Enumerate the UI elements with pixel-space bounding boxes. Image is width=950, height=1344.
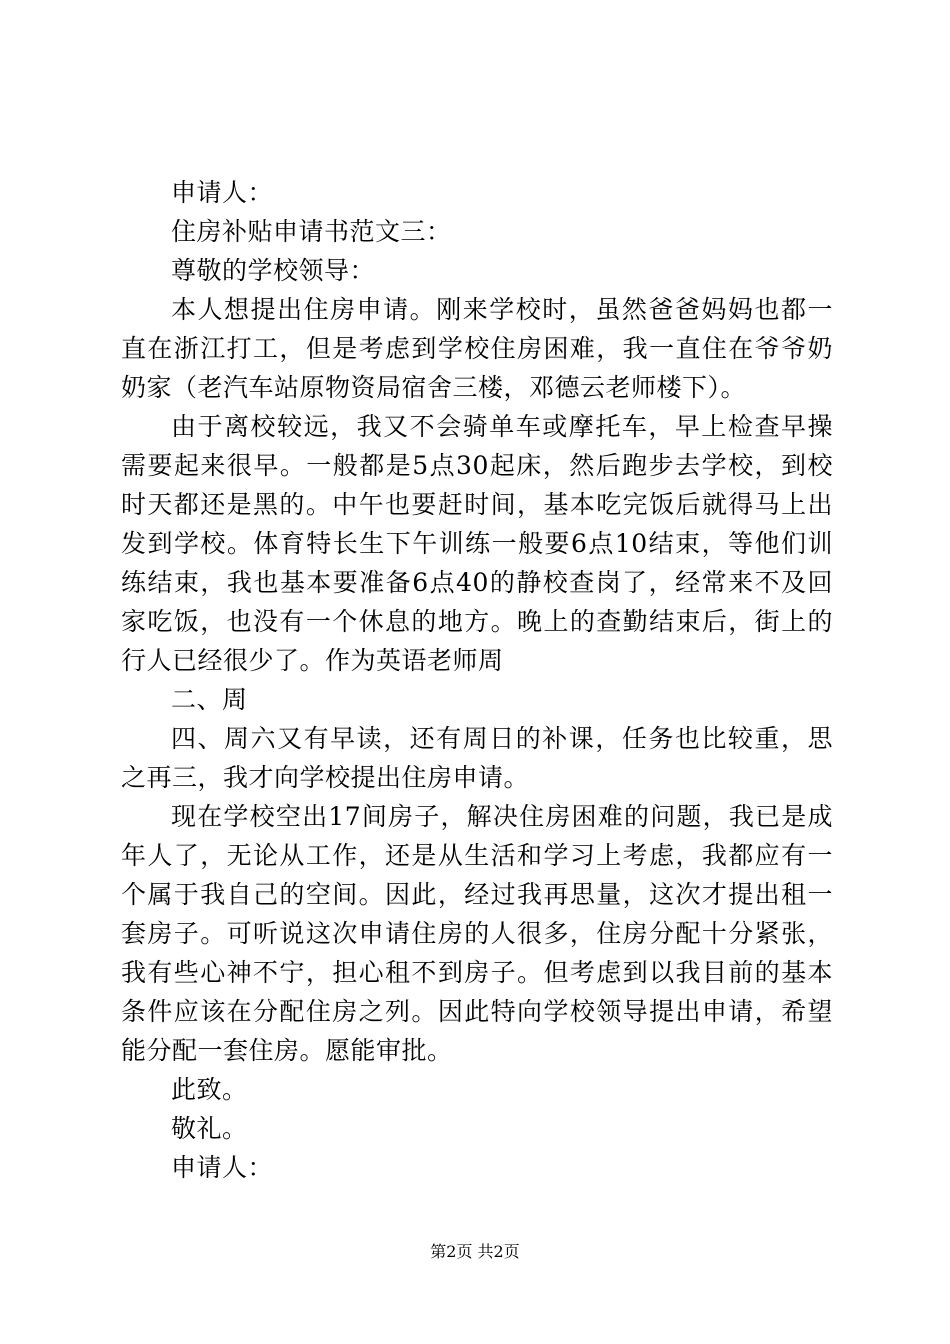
page-number-footer: 第2页 共2页	[430, 1242, 520, 1261]
applicant-label-top: 申请人：	[171, 178, 274, 207]
regards-line: 敬礼。	[171, 1114, 248, 1143]
salutation: 尊敬的学校领导：	[171, 256, 376, 285]
body-paragraph: 现在学校空出17间房子，解决住房困难的问题，我已是成年人了，无论从工作，还是从生活和学习上考虑，我都应有一个属于我自己的空间。因此，经过我再思量，这次才提出租一套房子。可听说这次申请住房的人很多，住房分配十分紧张，我有些心神不宁，担心租不到房子。但考虑到以我目前的基本条件应该在分配住房之列。因此特向学校领导提出申请，希望能分配一套住房。愿能审批。	[121, 802, 833, 1065]
sample-heading: 住房补贴申请书范文三：	[171, 217, 452, 246]
body-paragraph: 本人想提出住房申请。刚来学校时，虽然爸爸妈妈也都一直在浙江打工，但是考虑到学校住房困难，我一直住在爷爷奶奶家（老汽车站原物资局宿舍三楼，邓德云老师楼下）。	[121, 295, 833, 402]
document-body	[121, 173, 833, 1187]
body-paragraph: 二、周	[171, 685, 248, 714]
body-paragraph: 四、周六又有早读，还有周日的补课，任务也比较重，思之再三，我才向学校提出住房申请。	[121, 724, 833, 792]
applicant-label-bottom: 申请人：	[171, 1153, 274, 1182]
body-paragraph: 由于离校较远，我又不会骑单车或摩托车，早上检查早操需要起来很早。一般都是5点30起床，然后跑步去学校，到校时天都还是黑的。中午也要赶时间，基本吃完饭后就得马上出发到学校。体育特长生下午训练一般要6点10结束，等他们训练结束，我也基本要准备6点40的静校查岗了，经常来不及回家吃饭，也没有一个休息的地方。晚上的查勤结束后，街上的行人已经很少了。作为英语老师周	[121, 412, 833, 675]
closing-line: 此致。	[171, 1075, 248, 1104]
